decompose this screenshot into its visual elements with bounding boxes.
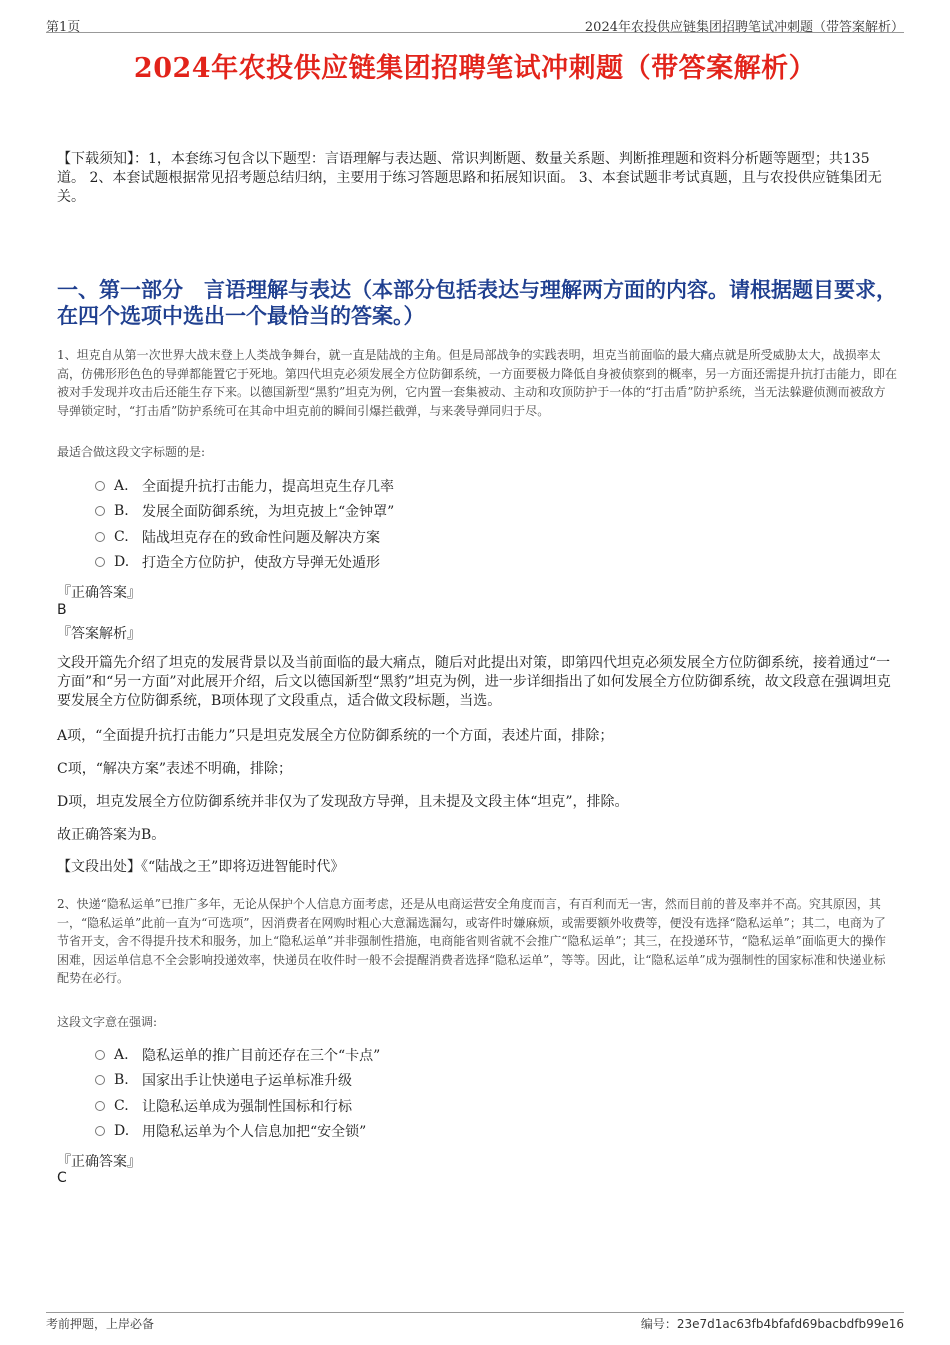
question-2-prompt: 这段文字意在强调: [57, 1015, 158, 1029]
question-1-text: 1、坦克自从第一次世界大战末登上人类战争舞台，就一直是陆战的主角。但是局部战争的实践表明，坦克当前面临的最大痛点就是所受威胁太大，战损率太高，仿佛形形色色的导弹都能置它于死地。第四代坦克必须发展全方位防御系统，一方面要极力降低自身被侦察到的概率，另一方面还需提升抗打击能力，即在被对手发现并攻击后还能生存下来。以德国新型“黑豹”坦克为例，它内置一套集被动、主动和攻顶防护于一体的“打击盾”防护系统，当无法躲避侦测而被敌方导弹锁定时，“打击盾”防护系统可在其命中坦克前的瞬间引爆拦截弹，与来袭导弹同归于尽。 [57, 348, 898, 418]
download-notice: 【下载须知】：1，本套练习包含以下题型：言语理解与表达题、常识判断题、数量关系题、判断推理题和资料分析题等题型；共135道。 2、本套试题根据常见招考题总结归纳，主要用于练习答题思路和拓展知识面。 3、本套试题非考试真题，且与农投供应链集团无关。 [57, 151, 882, 205]
question-2-text: 2、快递“隐私运单”已推广多年，无论从保护个人信息方面考虑，还是从电商运营安全角度而言，有百利而无一害，然而目前的普及率并不高。究其原因，其一，“隐私运单”此前一直为“可选项”，因消费者在网购时粗心大意漏选漏勾，或寄件时嫌麻烦，或需要额外收费等，便没有选择“隐私运单”；其二，电商为了节省开支，舍不得提升技术和服务，加上“隐私运单”并非强制性措施，电商能省则省就不会推广“隐私运单”；其三，在投递环节，“隐私运单”面临更大的操作困难，因运单信息不全会影响投递效率，快递员在收件时一般不会提醒消费者选择“隐私运单”，等等。因此，让“隐私运单”成为强制性的国家标准和快递业标配势在必行。 [57, 897, 886, 985]
analysis-conclusion: 故正确答案为B。 [57, 827, 166, 843]
header-divider [46, 32, 904, 33]
option-c[interactable]: C. 让隐私运单成为强制性国标和行标 [95, 1093, 795, 1119]
page-number: 第1页 [46, 20, 81, 35]
radio-icon[interactable] [95, 506, 105, 516]
question-2-options [95, 1042, 795, 1144]
radio-icon[interactable] [95, 1075, 105, 1085]
footer-slogan: 考前押题，上岸必备 [46, 1317, 155, 1331]
radio-icon[interactable] [95, 1050, 105, 1060]
answer-label: 『正确答案』 [57, 1154, 141, 1170]
answer-value: B [57, 602, 67, 618]
footer-doc-id: 编号：23e7d1ac63fb4bfafd69bacbdfb99e16 [640, 1317, 904, 1331]
analysis-paragraph: 文段开篇先介绍了坦克的发展背景以及当前面临的最大痛点，随后对此提出对策，即第四代坦克必须发展全方位防御系统，接着通过“一方面”和“另一方面”对此展开介绍，后文以德国新型“黑豹”坦克为例，进一步详细指出了如何发展全方位防御系统，故文段意在强调坦克要发展全方位防御系统，B项体现了文段重点，适合做文段标题，当选。 [57, 655, 891, 709]
analysis-label: 『答案解析』 [57, 626, 141, 642]
answer-value: C [57, 1170, 67, 1186]
option-b[interactable]: B. 国家出手让快递电子运单标准升级 [95, 1068, 795, 1094]
option-d[interactable]: D. 打造全方位防护，使敌方导弹无处遁形 [95, 550, 795, 576]
question-1-prompt: 最适合做这段文字标题的是: [57, 445, 206, 459]
analysis-line-a: A项，“全面提升抗打击能力”只是坦克发展全方位防御系统的一个方面，表述片面，排除； [57, 728, 614, 744]
radio-icon[interactable] [95, 1126, 105, 1136]
option-d[interactable]: D. 用隐私运单为个人信息加把“安全锁” [95, 1119, 795, 1145]
page-title: 2024年农投供应链集团招聘笔试冲刺题（带答案解析） [133, 53, 817, 84]
section-title: 一、第一部分 言语理解与表达（本部分包括表达与理解两方面的内容。请根据题目要求，在四个选项中选出一个最恰当的答案。） [57, 277, 897, 328]
radio-icon[interactable] [95, 532, 105, 542]
option-a[interactable]: A. 隐私运单的推广目前还存在三个“卡点” [95, 1042, 795, 1068]
option-c[interactable]: C. 陆战坦克存在的致命性问题及解决方案 [95, 524, 795, 550]
page-header [46, 14, 904, 34]
option-a[interactable]: A. 全面提升抗打击能力，提高坦克生存几率 [95, 473, 795, 499]
analysis-line-c: C项，“解决方案”表述不明确，排除； [57, 761, 293, 777]
answer-label: 『正确答案』 [57, 585, 141, 601]
radio-icon[interactable] [95, 1101, 105, 1111]
radio-icon[interactable] [95, 481, 105, 491]
header-doc-title: 2024年农投供应链集团招聘笔试冲刺题（带答案解析） [584, 20, 904, 35]
passage-source: 【文段出处】《“陆战之王”即将迈进智能时代》 [57, 859, 345, 875]
radio-icon[interactable] [95, 557, 105, 567]
analysis-line-d: D项，坦克发展全方位防御系统并非仅为了发现敌方导弹，且未提及文段主体“坦克”，排除。 [57, 794, 629, 810]
option-b[interactable]: B. 发展全面防御系统，为坦克披上“金钟罩” [95, 499, 795, 525]
question-1-options [95, 473, 795, 575]
footer-divider [46, 1312, 904, 1313]
